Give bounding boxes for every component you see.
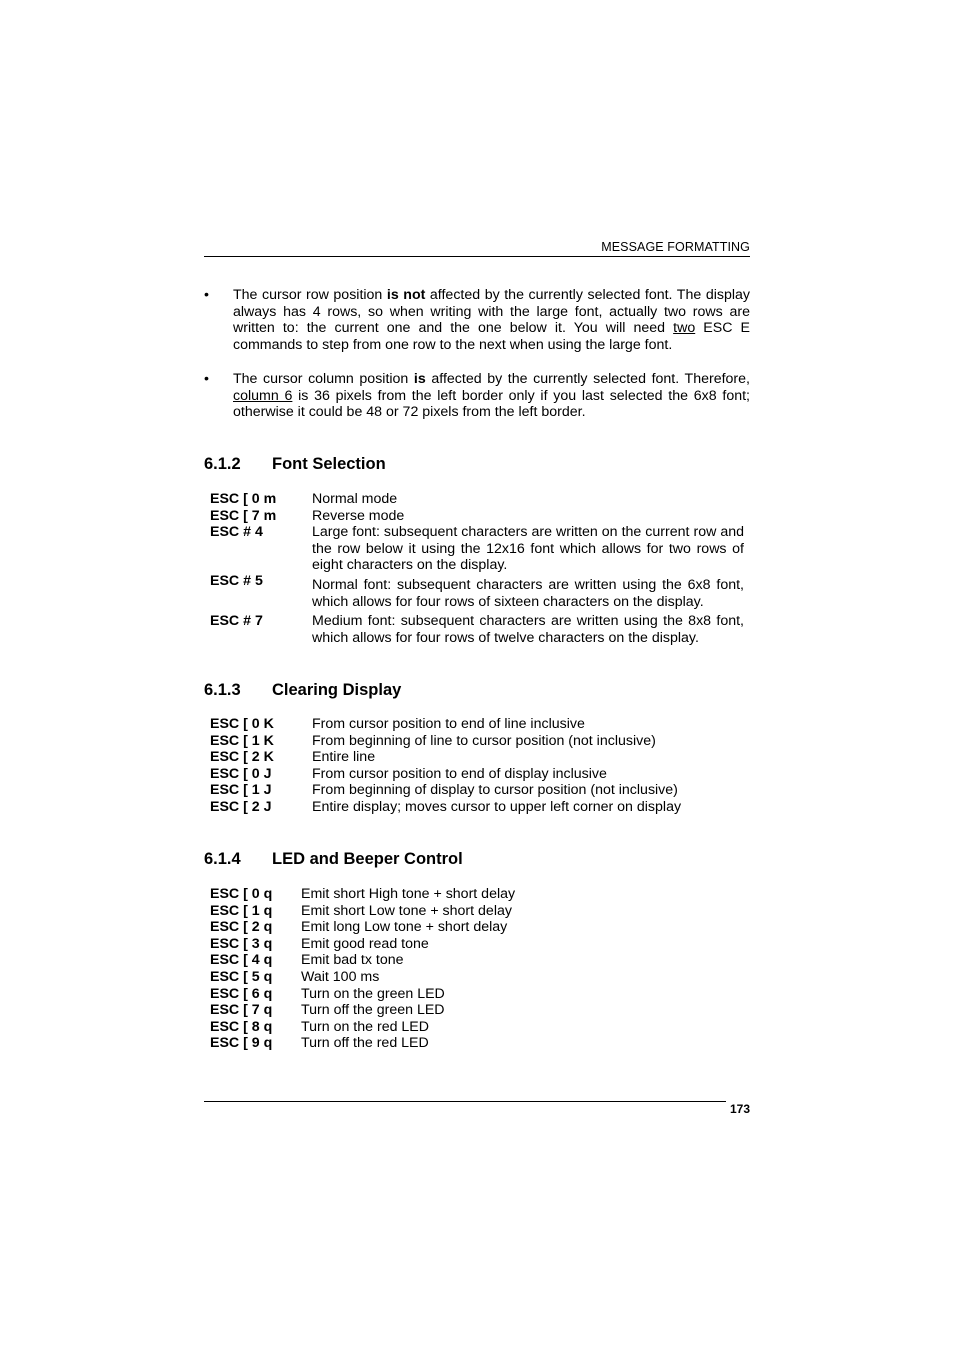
command-code: ESC [ 4 q: [210, 952, 273, 969]
table-row: [210, 903, 741, 920]
text-run: is 36 pixels from the left border only if you last selected the 6x8 font; otherwise it could be 48 or 72 pixels from the left border.: [233, 387, 750, 421]
command-code: ESC [ 0 K: [210, 716, 274, 732]
text-run: ESC E commands to step from one row to the next when using the large font.: [233, 320, 750, 353]
section-number: 6.1.3: [204, 681, 241, 699]
bullet-item: [204, 287, 750, 353]
command-code: ESC [ 7 m: [210, 507, 277, 524]
command-code: ESC [ 0 q: [210, 886, 273, 902]
command-description: From cursor position to end of line inclusive: [312, 716, 585, 732]
command-code: ESC # 4: [210, 524, 263, 541]
command-code: ESC # 7: [210, 613, 263, 630]
command-code: ESC [ 1 J: [210, 782, 272, 799]
section-heading-led-beeper-control: [204, 850, 463, 869]
section-heading-font-selection: [204, 455, 386, 474]
command-description: Emit good read tone: [301, 935, 429, 952]
table-row: [210, 1002, 741, 1019]
command-description: Emit short Low tone + short delay: [301, 902, 512, 919]
command-description: From beginning of display to cursor position (not inclusive): [312, 782, 678, 799]
table-row: [210, 919, 741, 936]
table-row: [210, 782, 752, 799]
header-rule: [204, 256, 750, 257]
command-description: Entire display; moves cursor to upper left corner on display: [312, 798, 682, 815]
underlined-text: two: [673, 320, 696, 337]
running-header: MESSAGE FORMATTING: [601, 240, 750, 254]
table-row: [210, 766, 752, 783]
table-row: [210, 986, 741, 1003]
text-run: affected by the currently selected font. Therefore,: [425, 371, 750, 387]
underlined-text: column 6: [233, 387, 293, 404]
font-selection-table: [210, 491, 744, 646]
table-row: [210, 799, 752, 816]
command-description: Reverse mode: [312, 507, 405, 524]
command-description: Emit short High tone + short delay: [301, 886, 516, 902]
command-code: ESC [ 7 q: [210, 1002, 273, 1019]
page-number: 173: [729, 1102, 750, 1116]
command-description: Emit long Low tone + short delay: [301, 919, 508, 936]
command-code: ESC [ 5 q: [210, 968, 273, 985]
command-description: Large font: subsequent characters are written on the current row and the row below it using the 12x16 font which allows for two rows of eight characters on the display.: [312, 524, 744, 574]
command-description: Emit bad tx tone: [301, 952, 404, 969]
clearing-display-table: [210, 716, 752, 816]
table-row: [210, 508, 744, 525]
command-code: ESC [ 2 K: [210, 749, 274, 766]
footer-rule: [204, 1101, 726, 1102]
command-description: Entire line: [312, 749, 376, 766]
table-row: [210, 716, 752, 733]
bullet-text: [233, 287, 750, 353]
table-row: [210, 1019, 741, 1036]
table-row: [210, 886, 741, 903]
section-title: Font Selection: [272, 455, 386, 473]
table-row: [210, 491, 744, 508]
command-description: Turn off the red LED: [301, 1035, 429, 1052]
command-description: Turn on the green LED: [301, 985, 445, 1002]
table-row: [210, 733, 752, 750]
text-run: The cursor column position: [233, 371, 414, 387]
text-run: The cursor row position: [233, 287, 387, 303]
command-description: Medium font: subsequent characters are written using the 8x8 font, which allows for four rows of twelve characters on the display.: [312, 613, 744, 646]
bold-text: is: [413, 371, 426, 387]
bullet-text: [233, 371, 750, 421]
table-row: [210, 936, 741, 953]
command-description: From beginning of line to cursor position (not inclusive): [312, 732, 656, 749]
section-title: LED and Beeper Control: [272, 850, 463, 868]
table-row: [210, 1035, 741, 1052]
table-row: [210, 572, 744, 610]
table-row: [210, 969, 741, 986]
command-code: ESC [ 1 q: [210, 902, 273, 919]
command-code: ESC [ 1 K: [210, 732, 274, 749]
command-code: ESC [ 6 q: [210, 985, 273, 1002]
command-code: ESC [ 2 J: [210, 798, 272, 815]
command-code: ESC [ 8 q: [210, 1018, 273, 1035]
section-number: 6.1.4: [204, 850, 241, 868]
table-row: [210, 749, 752, 766]
led-beeper-table: [210, 886, 741, 1052]
section-number: 6.1.2: [204, 455, 241, 473]
command-code: ESC [ 0 J: [210, 765, 272, 782]
bullet-marker: •: [204, 371, 209, 387]
section-title: Clearing Display: [272, 681, 402, 699]
text-run: affected by the currently selected font. The display always has 4 rows, so when writing with the large font, actually two rows are written to: the current one and the one below it. You will need: [233, 287, 750, 337]
table-row: [210, 524, 744, 574]
command-code: ESC # 5: [210, 572, 263, 589]
command-code: ESC [ 0 m: [210, 491, 277, 507]
command-description: Normal font: subsequent characters are written using the 6x8 font, which allows for four rows of sixteen characters on the display.: [312, 576, 744, 610]
table-row: [210, 613, 744, 646]
table-row: [210, 952, 741, 969]
command-description: Wait 100 ms: [301, 968, 380, 985]
command-code: ESC [ 9 q: [210, 1035, 273, 1052]
bold-text: is not: [386, 287, 426, 303]
command-code: ESC [ 3 q: [210, 935, 273, 952]
bullet-marker: •: [204, 287, 209, 303]
bullet-item: [204, 371, 750, 421]
command-code: ESC [ 2 q: [210, 919, 273, 936]
command-description: Turn off the green LED: [301, 1002, 445, 1019]
command-description: Turn on the red LED: [301, 1018, 430, 1035]
command-description: Normal mode: [312, 491, 398, 507]
command-description: From cursor position to end of display inclusive: [312, 765, 607, 782]
section-heading-clearing-display: [204, 681, 401, 700]
